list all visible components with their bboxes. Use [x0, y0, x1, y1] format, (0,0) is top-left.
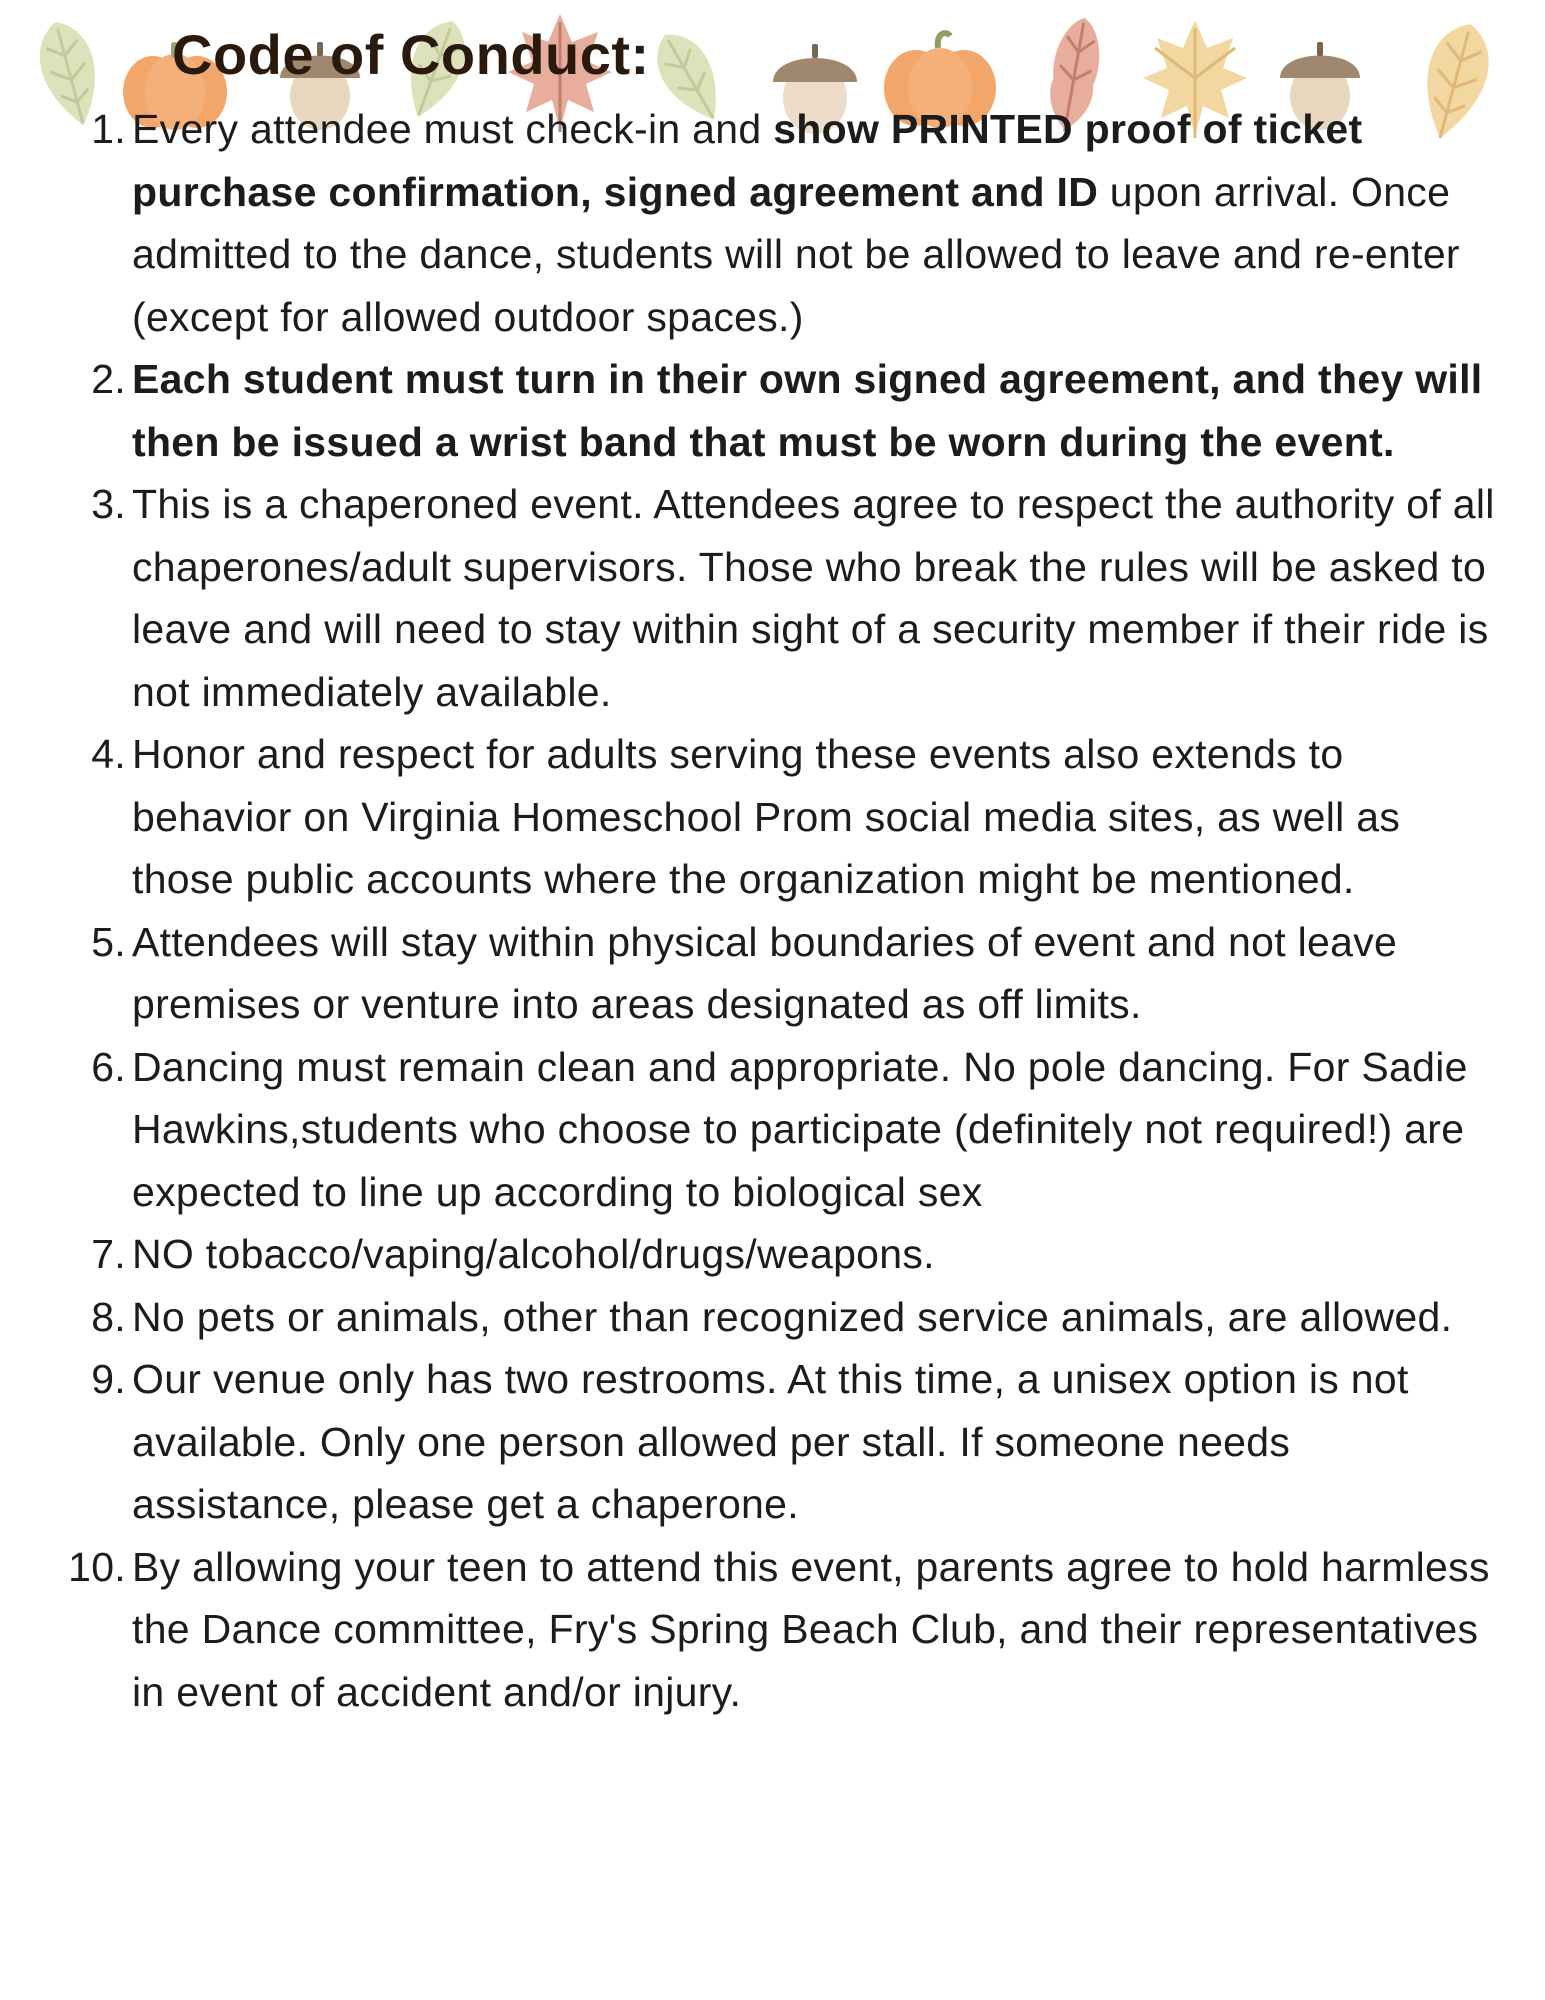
rule-text: Attendees will stay within physical boundaries of event and not leave premises or venture into areas designated as off limits.: [132, 918, 1398, 1027]
rule-item: [60, 1286, 1500, 1349]
rule-number: 7.: [91, 1231, 126, 1277]
rule-text: By allowing your teen to attend this event, parents agree to hold harmless the Dance committee, Fry's Spring Beach Club, and their representatives in event of accident and/or injury.: [132, 1543, 1490, 1715]
rule-text: NO tobacco/vaping/alcohol/drugs/weapons.: [132, 1231, 935, 1277]
rule-number: 8.: [91, 1293, 126, 1340]
rule-text-bold: Each student must turn in their own signed agreement, and they will then be issued a wrist band that must be worn during the event.: [132, 356, 1483, 465]
rule-number: 1.: [91, 106, 126, 152]
rule-text-bold: show PRINTED proof of ticket purchase confirmation, signed agreement and ID: [132, 106, 1363, 215]
rule-item: [60, 473, 1500, 723]
rule-text: Honor and respect for adults serving these events also extends to behavior on Virginia Homeschool Prom social media sites, as well as those public accounts where the organization might be mentioned.: [132, 731, 1401, 902]
rule-number: 10.: [68, 1543, 126, 1590]
rule-number: 9.: [91, 1356, 126, 1402]
page-title: Code of Conduct:: [172, 23, 650, 86]
rule-number: 6.: [91, 1043, 126, 1090]
rule-item: [60, 1036, 1500, 1224]
rule-text: Our venue only has two restrooms. At this time, a unisex option is not available. Only one person allowed per stall. If someone needs assistance, please get a chaperone.: [132, 1356, 1409, 1527]
rule-text: Every attendee must check-in and: [132, 106, 774, 152]
rule-text: Dancing must remain clean and appropriate. No pole dancing. For Sadie Hawkins,students who choose to participate (definitely not required!) are expected to line up according to biological sex: [132, 1043, 1468, 1215]
rule-number: 5.: [91, 918, 126, 965]
rule-item: [60, 723, 1500, 911]
rule-text: This is a chaperoned event. Attendees agree to respect the authority of all chaperones/adult supervisors. Those who break the rules will be asked to leave and will need to stay within sight of a security member if their ride is not immediately available.: [132, 481, 1495, 715]
rule-number: 3.: [91, 481, 126, 527]
code-of-conduct-list: [60, 98, 1500, 1723]
rule-number: 2.: [91, 356, 126, 402]
rule-item: [60, 1223, 1500, 1286]
rule-text: No pets or animals, other than recognized service animals, are allowed.: [132, 1293, 1453, 1340]
rule-item: [60, 1536, 1500, 1724]
rule-item: [60, 1348, 1500, 1536]
rule-item: [60, 911, 1500, 1036]
rule-item: [60, 98, 1500, 348]
rule-item: [60, 348, 1500, 473]
rule-text: upon arrival. Once admitted to the dance, students will not be allowed to leave and re-enter (except for allowed outdoor spaces.): [132, 168, 1460, 340]
rule-number: 4.: [91, 731, 126, 777]
